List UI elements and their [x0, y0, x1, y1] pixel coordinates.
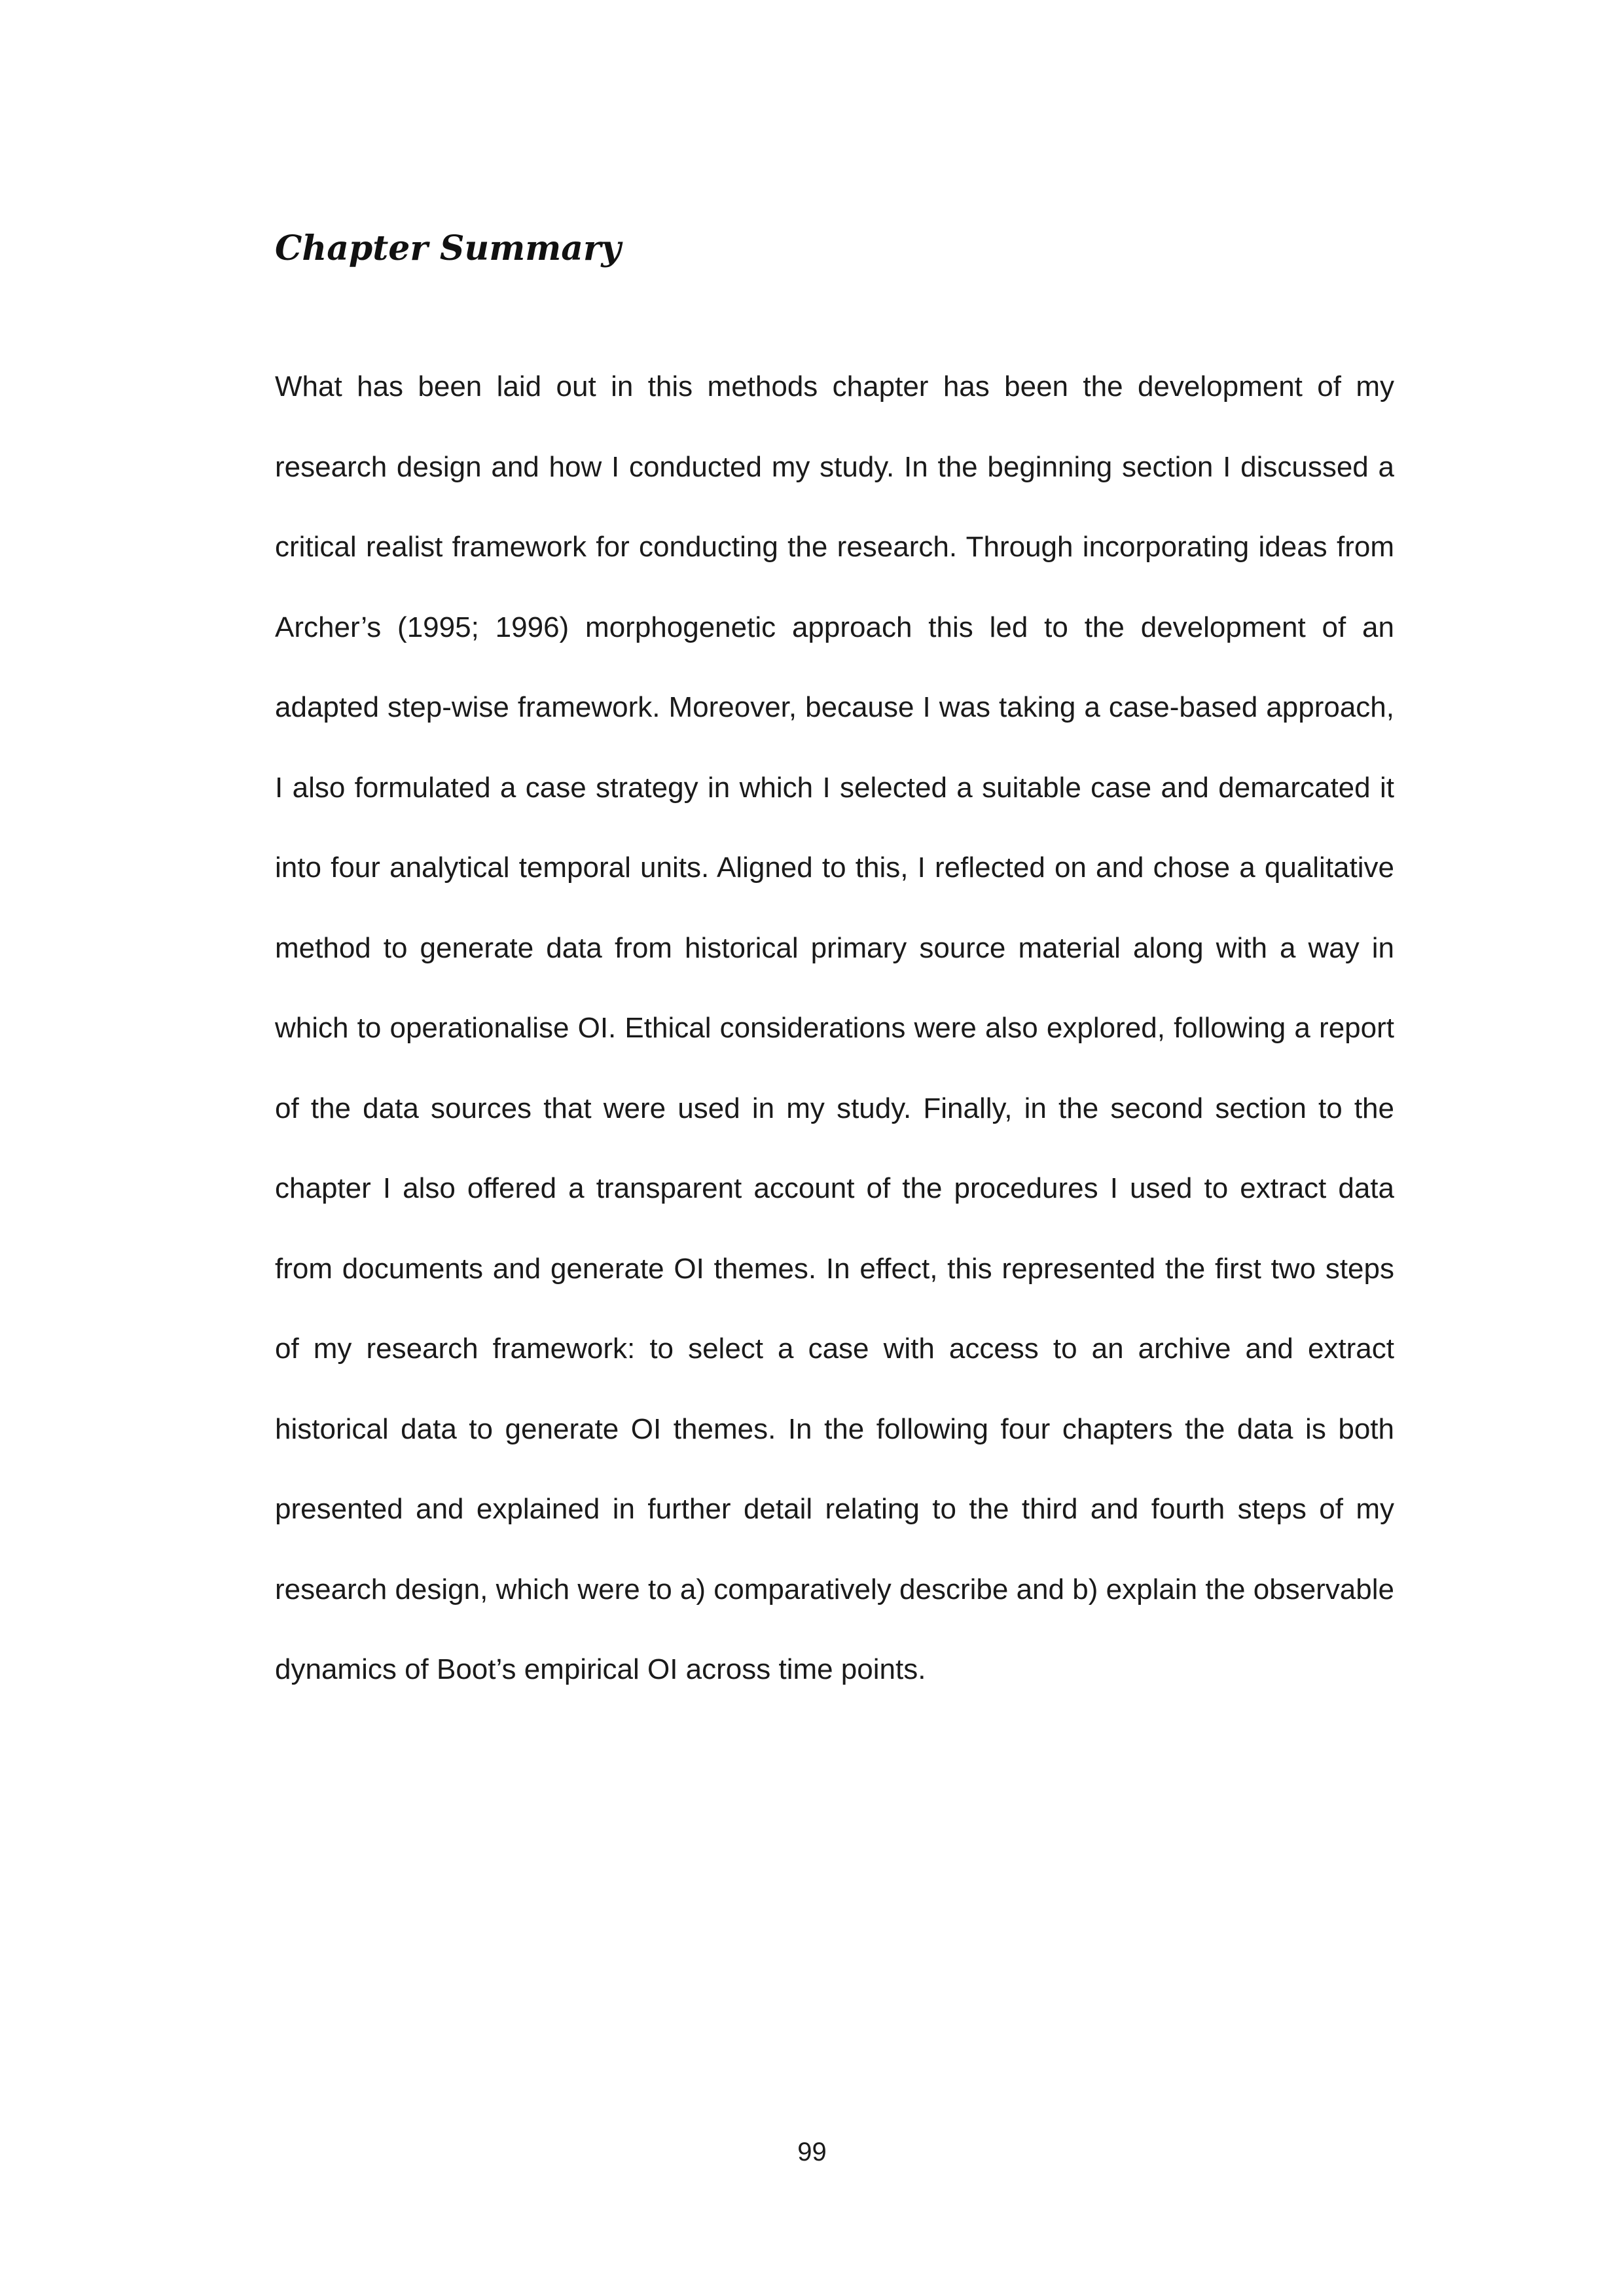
section-heading: Chapter Summary: [275, 228, 621, 268]
page-number: 99: [797, 2138, 827, 2166]
body-paragraph: What has been laid out in this methods chapter has been the development of my research design and how I conducted my study. In the beginning section I discussed a critical realist framework for conducting the research. Through incorporating ideas from Archer’s (1995; 1996) morphogenetic approach this led to the development of an adapted step-wise framework. Moreover, because I was taking a case-based approach, I also formulated a case strategy in which I selected a suitable case and demarcated it into four analytical temporal units. Aligned to this, I reflected on and chose a qualitative method to generate data from historical primary source material along with a way in which to operationalise OI. Ethical considerations were also explored, following a report of the data sources that were used in my study. Finally, in the second section to the chapter I also offered a transparent account of the procedures I used to extract data from documents and generate OI themes. In effect, this represented the first two steps of my research framework: to select a case with access to an archive and extract historical data to generate OI themes. In the following four chapters the data is both presented and explained in further detail relating to the third and fourth steps of my research design, which were to a) comparatively describe and b) explain the observable dynamics of Boot’s empirical OI across time points.: [275, 370, 1394, 1685]
